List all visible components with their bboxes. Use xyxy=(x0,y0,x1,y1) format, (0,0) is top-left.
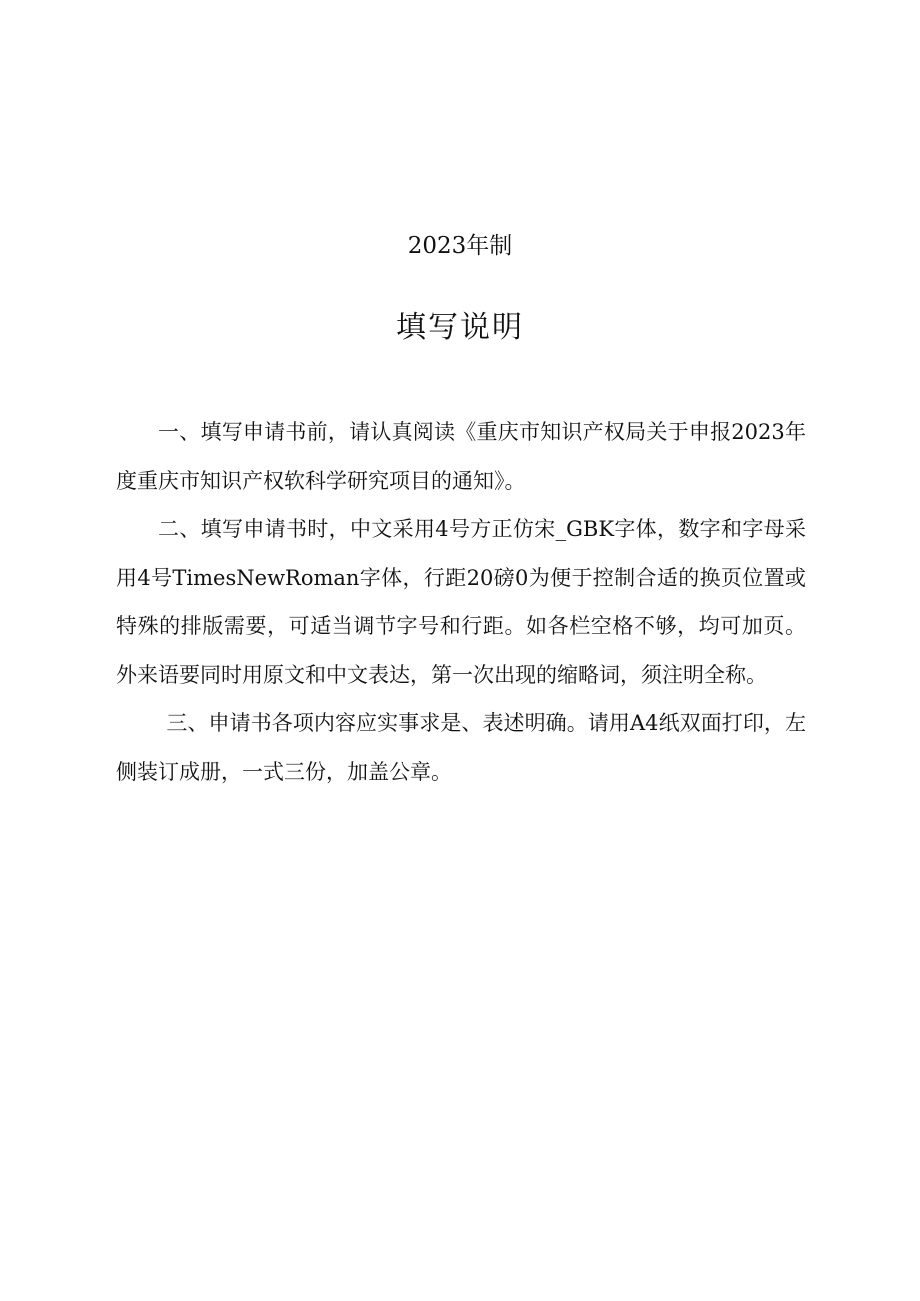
instruction-paragraph-1: 一、填写申请书前，请认真阅读《重庆市知识产权局关于申报2023年度重庆市知识产权软科学研究项目的通知》。 xyxy=(116,420,806,493)
instructions-body xyxy=(116,408,806,796)
year-line: 2023年制 xyxy=(407,233,513,259)
page-title: 填写说明 xyxy=(396,310,524,345)
instruction-paragraph-2: 二、填写申请书时，中文采用4号方正仿宋_GBK字体，数字和字母采用4号TimesNewRoman字体，行距20磅0为便于控制合适的换页位置或特殊的排版需要，可适当调节字号和行距。如各栏空格不够，均可加页。外来语要同时用原文和中文表达，第一次出现的缩略词，须注明全称。 xyxy=(116,517,806,687)
instruction-paragraph-3: 三、申请书各项内容应实事求是、表述明确。请用A4纸双面打印，左侧装订成册，一式三份，加盖公章。 xyxy=(116,711,806,784)
